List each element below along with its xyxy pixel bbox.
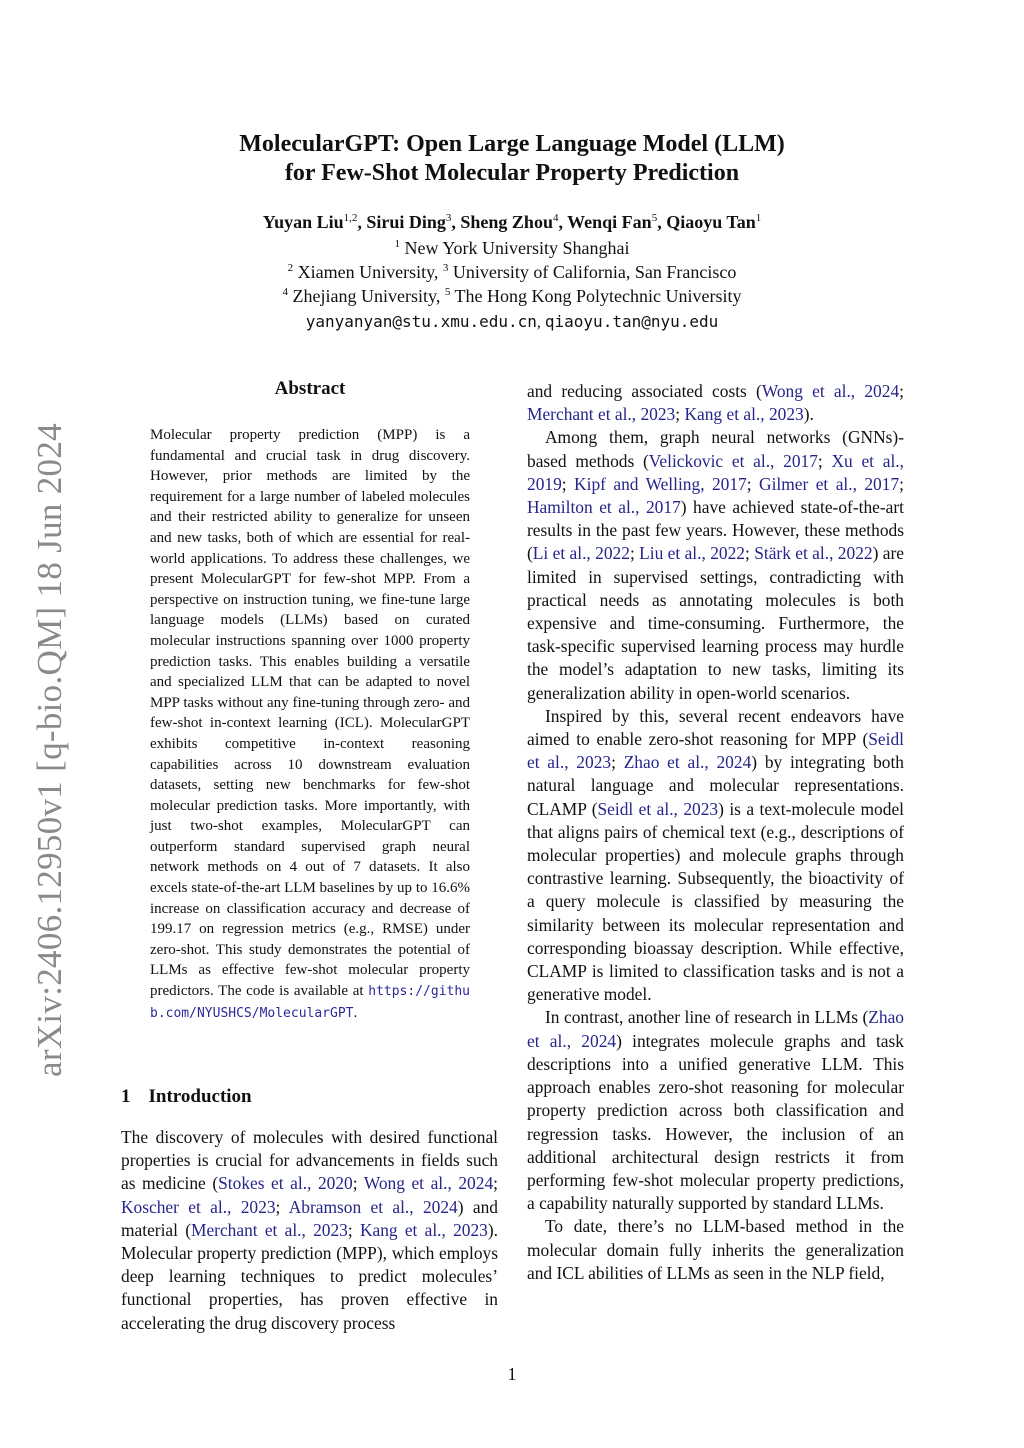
affiliation-marker: 5 — [444, 286, 451, 298]
affiliation: Zhejiang University, — [292, 286, 445, 306]
affiliation-marker: 1 — [394, 238, 400, 250]
abstract-text: Molecular property prediction (MPP) is a fundamental and crucial task in drug discovery. However, prior methods are limited by the requirement for a large number of labeled molecules and their restricted ability to generalize for unseen and new tasks, both of which are essential for real-world applications. To address these challenges, we present MolecularGPT for few-shot MPP. From a perspective on instruction tuning, we fine-tune large language models (LLMs) based on curated molecular instructions spanning over 1000 property prediction tasks. This enables building a versatile and specialized LLM that can be adapted to novel MPP tasks without any fine-tuning through zero- and few-shot in-context learning (ICL). MolecularGPT exhibits competitive in-context reasoning capabilities across 10 downstream evaluation datasets, setting new benchmarks for few-shot molecular prediction tasks. More importantly, with just two-shot examples, MolecularGPT can outperform standard supervised graph neural network methods on 4 out of 7 datasets. It also excels state-of-the-art LLM baselines by up to 16.6% increase on classification accuracy and decrease of 199.17 on regression metrics (e.g., RMSE) under zero-shot. This study demonstrates the potential of LLMs as effective few-shot molecular property predictors. The code is available at — [150, 427, 470, 1000]
citation-link[interactable]: Kipf and Welling, 2017 — [574, 473, 747, 494]
affiliation: New York University Shanghai — [404, 238, 630, 258]
title-block — [0, 130, 1024, 188]
author-affiliation-marker: 4 — [552, 212, 559, 224]
author-list — [0, 212, 1024, 233]
arxiv-sidebar — [20, 420, 80, 1080]
right-paragraph-2 — [527, 705, 904, 1007]
citation-link[interactable]: Wong et al., 2024 — [761, 381, 900, 401]
citation-link[interactable]: Liu et al., 2022 — [639, 543, 745, 564]
paragraph-text: Inspired by this, several recent endeavors have aimed to enable zero-shot reasoning for MPP ( — [527, 705, 904, 750]
affiliation-line-2 — [0, 262, 1024, 283]
paragraph-text: ). Molecular property prediction (MPP), which employs deep learning techniques to predict molecules’ functional properties, has proven effective in accelerating the drug discovery process — [121, 1219, 498, 1333]
author-affiliation-marker: 5 — [651, 212, 658, 224]
title-line-1: MolecularGPT: Open Large Language Model (LLM) — [239, 131, 785, 157]
citation-link[interactable]: Kang et al., 2023 — [359, 1219, 488, 1240]
paragraph-text: ) are limited in supervised settings, contradicting with practical needs as annotating molecules is both expensive and time-consuming. Furthermore, the task-specific supervised learning process may hurdle the model’s adaptation to new tasks, limiting its generalization ability in open-world scenarios. — [527, 543, 904, 703]
affiliation-marker: 3 — [442, 262, 449, 274]
paragraph-text: ) is a text-molecule model that aligns pairs of chemical text (e.g., descriptions of molecular properties) and molecule graphs through contrastive learning. Subsequently, the bioactivity of a query molecule is classified by measuring the similarity between its molecular representation and corresponding bioassay description. While effective, CLAMP is limited to classification tasks and is not a generative model. — [527, 798, 904, 1005]
paragraph-text: ; — [611, 752, 624, 773]
paragraph-text: ; — [629, 543, 640, 564]
arxiv-stamp: arXiv:2406.12950v1 [q-bio.QM] 18 Jun 2024 — [30, 423, 69, 1077]
paragraph-text: Among them, graph neural networks (GNNs)-based methods ( — [527, 427, 904, 471]
citation-link[interactable]: Wong et al., 2024 — [363, 1173, 494, 1194]
right-paragraph-0 — [527, 380, 904, 426]
paragraph-text: ; — [561, 473, 575, 494]
code-url-link[interactable]: https://github.com/NYUSHCS/MolecularGPT — [150, 984, 470, 1021]
citation-link[interactable]: Seidl et al., 2023 — [527, 729, 904, 773]
author-name: Yuyan Liu — [262, 212, 344, 232]
author-separator: , — [558, 212, 568, 232]
author-name: Wenqi Fan — [567, 212, 652, 232]
affiliation-line-1 — [0, 238, 1024, 259]
paragraph-text: ; — [275, 1196, 289, 1217]
citation-link[interactable]: Stokes et al., 2020 — [218, 1173, 353, 1194]
citation-link[interactable]: Zhao et al., 2024 — [527, 1007, 904, 1051]
paragraph-text: ; — [352, 1173, 364, 1194]
email-line — [0, 312, 1024, 332]
author-name: Sheng Zhou — [460, 212, 553, 232]
author-name: Qiaoyu Tan — [666, 212, 756, 232]
citation-link[interactable]: Zhao et al., 2024 — [623, 752, 752, 773]
author-separator: , — [451, 212, 461, 232]
paragraph-text: ; — [493, 1173, 498, 1194]
paragraph-text: ) and material ( — [121, 1196, 498, 1240]
paragraph-text: ; — [675, 404, 685, 425]
intro-paragraph-1 — [121, 1126, 498, 1335]
right-column — [527, 380, 904, 1285]
author-affiliation-marker: 3 — [445, 212, 452, 224]
paragraph-text: and reducing associated costs ( — [527, 381, 762, 401]
affiliation-marker: 2 — [287, 262, 294, 274]
section-title: Introduction — [148, 1086, 252, 1107]
author-separator: , — [357, 212, 367, 232]
citation-link[interactable]: Kang et al., 2023 — [684, 404, 804, 425]
paragraph-text: ) integrates molecule graphs and task descriptions into a unified generative LLM. This approach enables zero-shot reasoning for molecular property prediction across both classification and regression tasks. However, the inclusion of an additional architectural design restricts it from performing few-shot molecular property predictions, a capability naturally supported by standard LLMs. — [527, 1030, 904, 1214]
affiliation-marker: 4 — [282, 286, 289, 298]
section-number: 1 — [121, 1086, 131, 1107]
right-paragraph-3 — [527, 1006, 904, 1215]
section-heading-introduction — [121, 1086, 252, 1108]
citation-link[interactable]: Gilmer et al., 2017 — [759, 473, 900, 494]
paragraph-text: In contrast, another line of research in LLMs ( — [545, 1007, 869, 1028]
abstract-body — [150, 425, 470, 1024]
paragraph-text: ) by integrating both natural language and molecular representations. CLAMP ( — [527, 752, 904, 819]
paragraph-text: To date, there’s no LLM-based method in the molecular domain fully inherits the generalization and ICL abilities of LLMs as seen in the NLP field, — [527, 1216, 904, 1283]
email-separator: , — [536, 314, 545, 331]
paragraph-text: ; — [746, 473, 760, 494]
citation-link[interactable]: Velickovic et al., 2017 — [648, 450, 818, 471]
paragraph-text: ). — [803, 404, 814, 425]
author-affiliation-marker: 1 — [755, 212, 762, 224]
citation-link[interactable]: Seidl et al., 2023 — [597, 798, 719, 819]
citation-link[interactable]: Merchant et al., 2023 — [527, 404, 676, 425]
affiliation: The Hong Kong Polytechnic University — [454, 286, 742, 306]
author-separator: , — [657, 212, 667, 232]
email-link[interactable]: yanyanyan@stu.xmu.edu.cn — [305, 312, 537, 331]
affiliation: Xiamen University, — [297, 262, 443, 282]
citation-link[interactable]: Xu et al., 2019 — [527, 450, 904, 494]
citation-link[interactable]: Hamilton et al., 2017 — [527, 497, 681, 518]
title-line-2: for Few-Shot Molecular Property Prediction — [284, 160, 740, 186]
paragraph-text: ; — [744, 543, 755, 564]
author-name: Sirui Ding — [366, 212, 446, 232]
citation-link[interactable]: Merchant et al., 2023 — [190, 1219, 348, 1240]
affiliation: University of California, San Francisco — [452, 262, 737, 282]
right-paragraph-1 — [527, 426, 904, 704]
email-link[interactable]: qiaoyu.tan@nyu.edu — [544, 312, 719, 331]
paragraph-text: ; — [899, 473, 904, 494]
citation-link[interactable]: Abramson et al., 2024 — [288, 1196, 458, 1217]
affiliation-line-3 — [0, 286, 1024, 307]
page-number: 1 — [507, 1364, 517, 1384]
paper-title — [0, 130, 1024, 188]
abstract-heading: Abstract — [274, 378, 346, 399]
citation-link[interactable]: Li et al., 2022 — [532, 543, 630, 564]
paragraph-text: ; — [347, 1219, 360, 1240]
paragraph-text: The discovery of molecules with desired functional properties is crucial for advancements in fields such as medicine ( — [121, 1127, 498, 1194]
paragraph-text: ) have achieved state-of-the-art results in the past few years. However, these methods ( — [527, 497, 904, 564]
citation-link[interactable]: Koscher et al., 2023 — [121, 1196, 276, 1217]
author-affiliation-marker: 1,2 — [343, 212, 358, 224]
citation-link[interactable]: Stärk et al., 2022 — [754, 543, 873, 564]
abstract-end: . — [353, 1004, 358, 1021]
paragraph-text: ; — [817, 450, 832, 471]
right-paragraph-4 — [527, 1215, 904, 1285]
paragraph-text: ; — [899, 381, 904, 401]
